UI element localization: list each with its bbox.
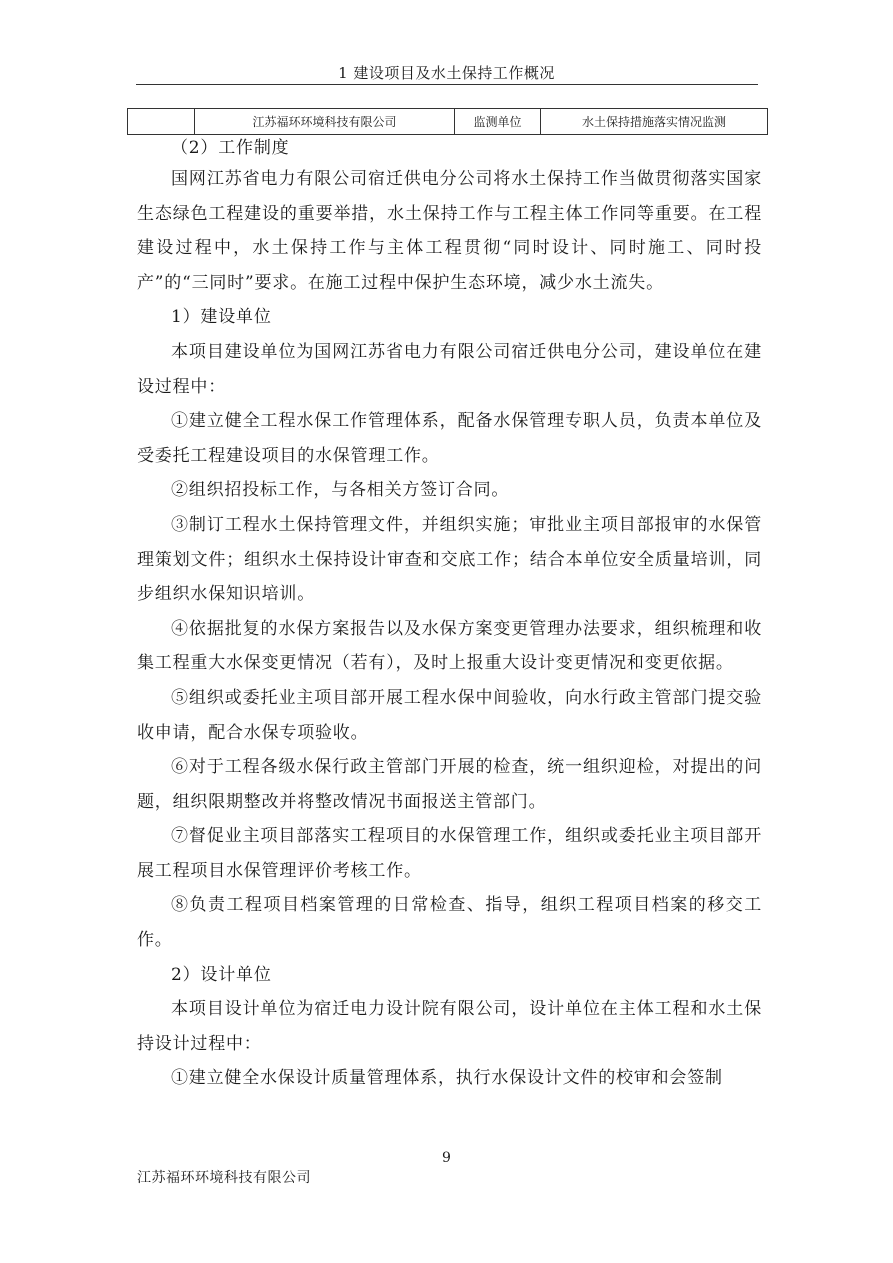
page-number: 9	[442, 1150, 451, 1166]
table-cell-company: 江苏福环环境科技有限公司	[195, 109, 455, 135]
section-heading: （2）工作制度	[171, 138, 290, 158]
list-item: ③制订工程水土保持管理文件，并组织实施；审批业主项目部报审的水保管理策划文件；组织水土保持设计审查和交底工作；结合本单位安全质量培训，同步组织水保知识培训。	[137, 514, 762, 605]
subsection-heading: 1）建设单位	[171, 307, 272, 328]
header-divider	[136, 84, 758, 85]
paragraph: 国网江苏省电力有限公司宿迁供电分公司将水土保持工作当做贯彻落实国家生态绿色工程建设的重要举措，水土保持工作与工程主体工作同等重要。在工程建设过程中，水土保持工作与主体工程贯彻“同时设计、同时施工、同时投产”的“三同时”要求。在施工过程中保护生态环境，减少水土流失。	[137, 169, 762, 293]
table-row	[128, 109, 768, 135]
list-item: ⑥对于工程各级水保行政主管部门开展的检查，统一组织迎检，对提出的问题，组织限期整改并将整改情况书面报送主管部门。	[137, 757, 762, 812]
list-item: ①建立健全水保设计质量管理体系，执行水保设计文件的校审和会签制	[171, 1068, 723, 1089]
table-cell-empty	[128, 109, 195, 135]
list-item: ⑦督促业主项目部落实工程项目的水保管理工作，组织或委托业主项目部开展工程项目水保管理评价考核工作。	[137, 826, 762, 881]
list-item: ⑤组织或委托业主项目部开展工程水保中间验收，向水行政主管部门提交验收申请，配合水保专项验收。	[137, 687, 762, 743]
paragraph: 本项目建设单位为国网江苏省电力有限公司宿迁供电分公司，建设单位在建设过程中：	[137, 341, 762, 397]
table-cell-role: 监测单位	[455, 109, 541, 135]
table-cell-task: 水土保持措施落实情况监测	[541, 109, 768, 135]
list-item: ①建立健全工程水保工作管理体系，配备水保管理专职人员，负责本单位及受委托工程建设项目的水保管理工作。	[137, 411, 762, 466]
document-body	[137, 135, 762, 1096]
paragraph: 本项目设计单位为宿迁电力设计院有限公司，设计单位在主体工程和水土保持设计过程中：	[137, 999, 762, 1054]
footer-company: 江苏福环环境科技有限公司	[137, 1170, 311, 1186]
info-table	[127, 108, 768, 135]
list-item: ②组织招投标工作，与各相关方签订合同。	[171, 480, 510, 501]
list-item: ④依据批复的水保方案报告以及水保方案变更管理办法要求，组织梳理和收集工程重大水保变更情况（若有），及时上报重大设计变更情况和变更依据。	[137, 618, 762, 674]
list-item: ⑧负责工程项目档案管理的日常检查、指导，组织工程项目档案的移交工作。	[137, 895, 762, 951]
page-header-title: 1 建设项目及水土保持工作概况	[338, 64, 555, 82]
subsection-heading: 2）设计单位	[171, 964, 272, 985]
